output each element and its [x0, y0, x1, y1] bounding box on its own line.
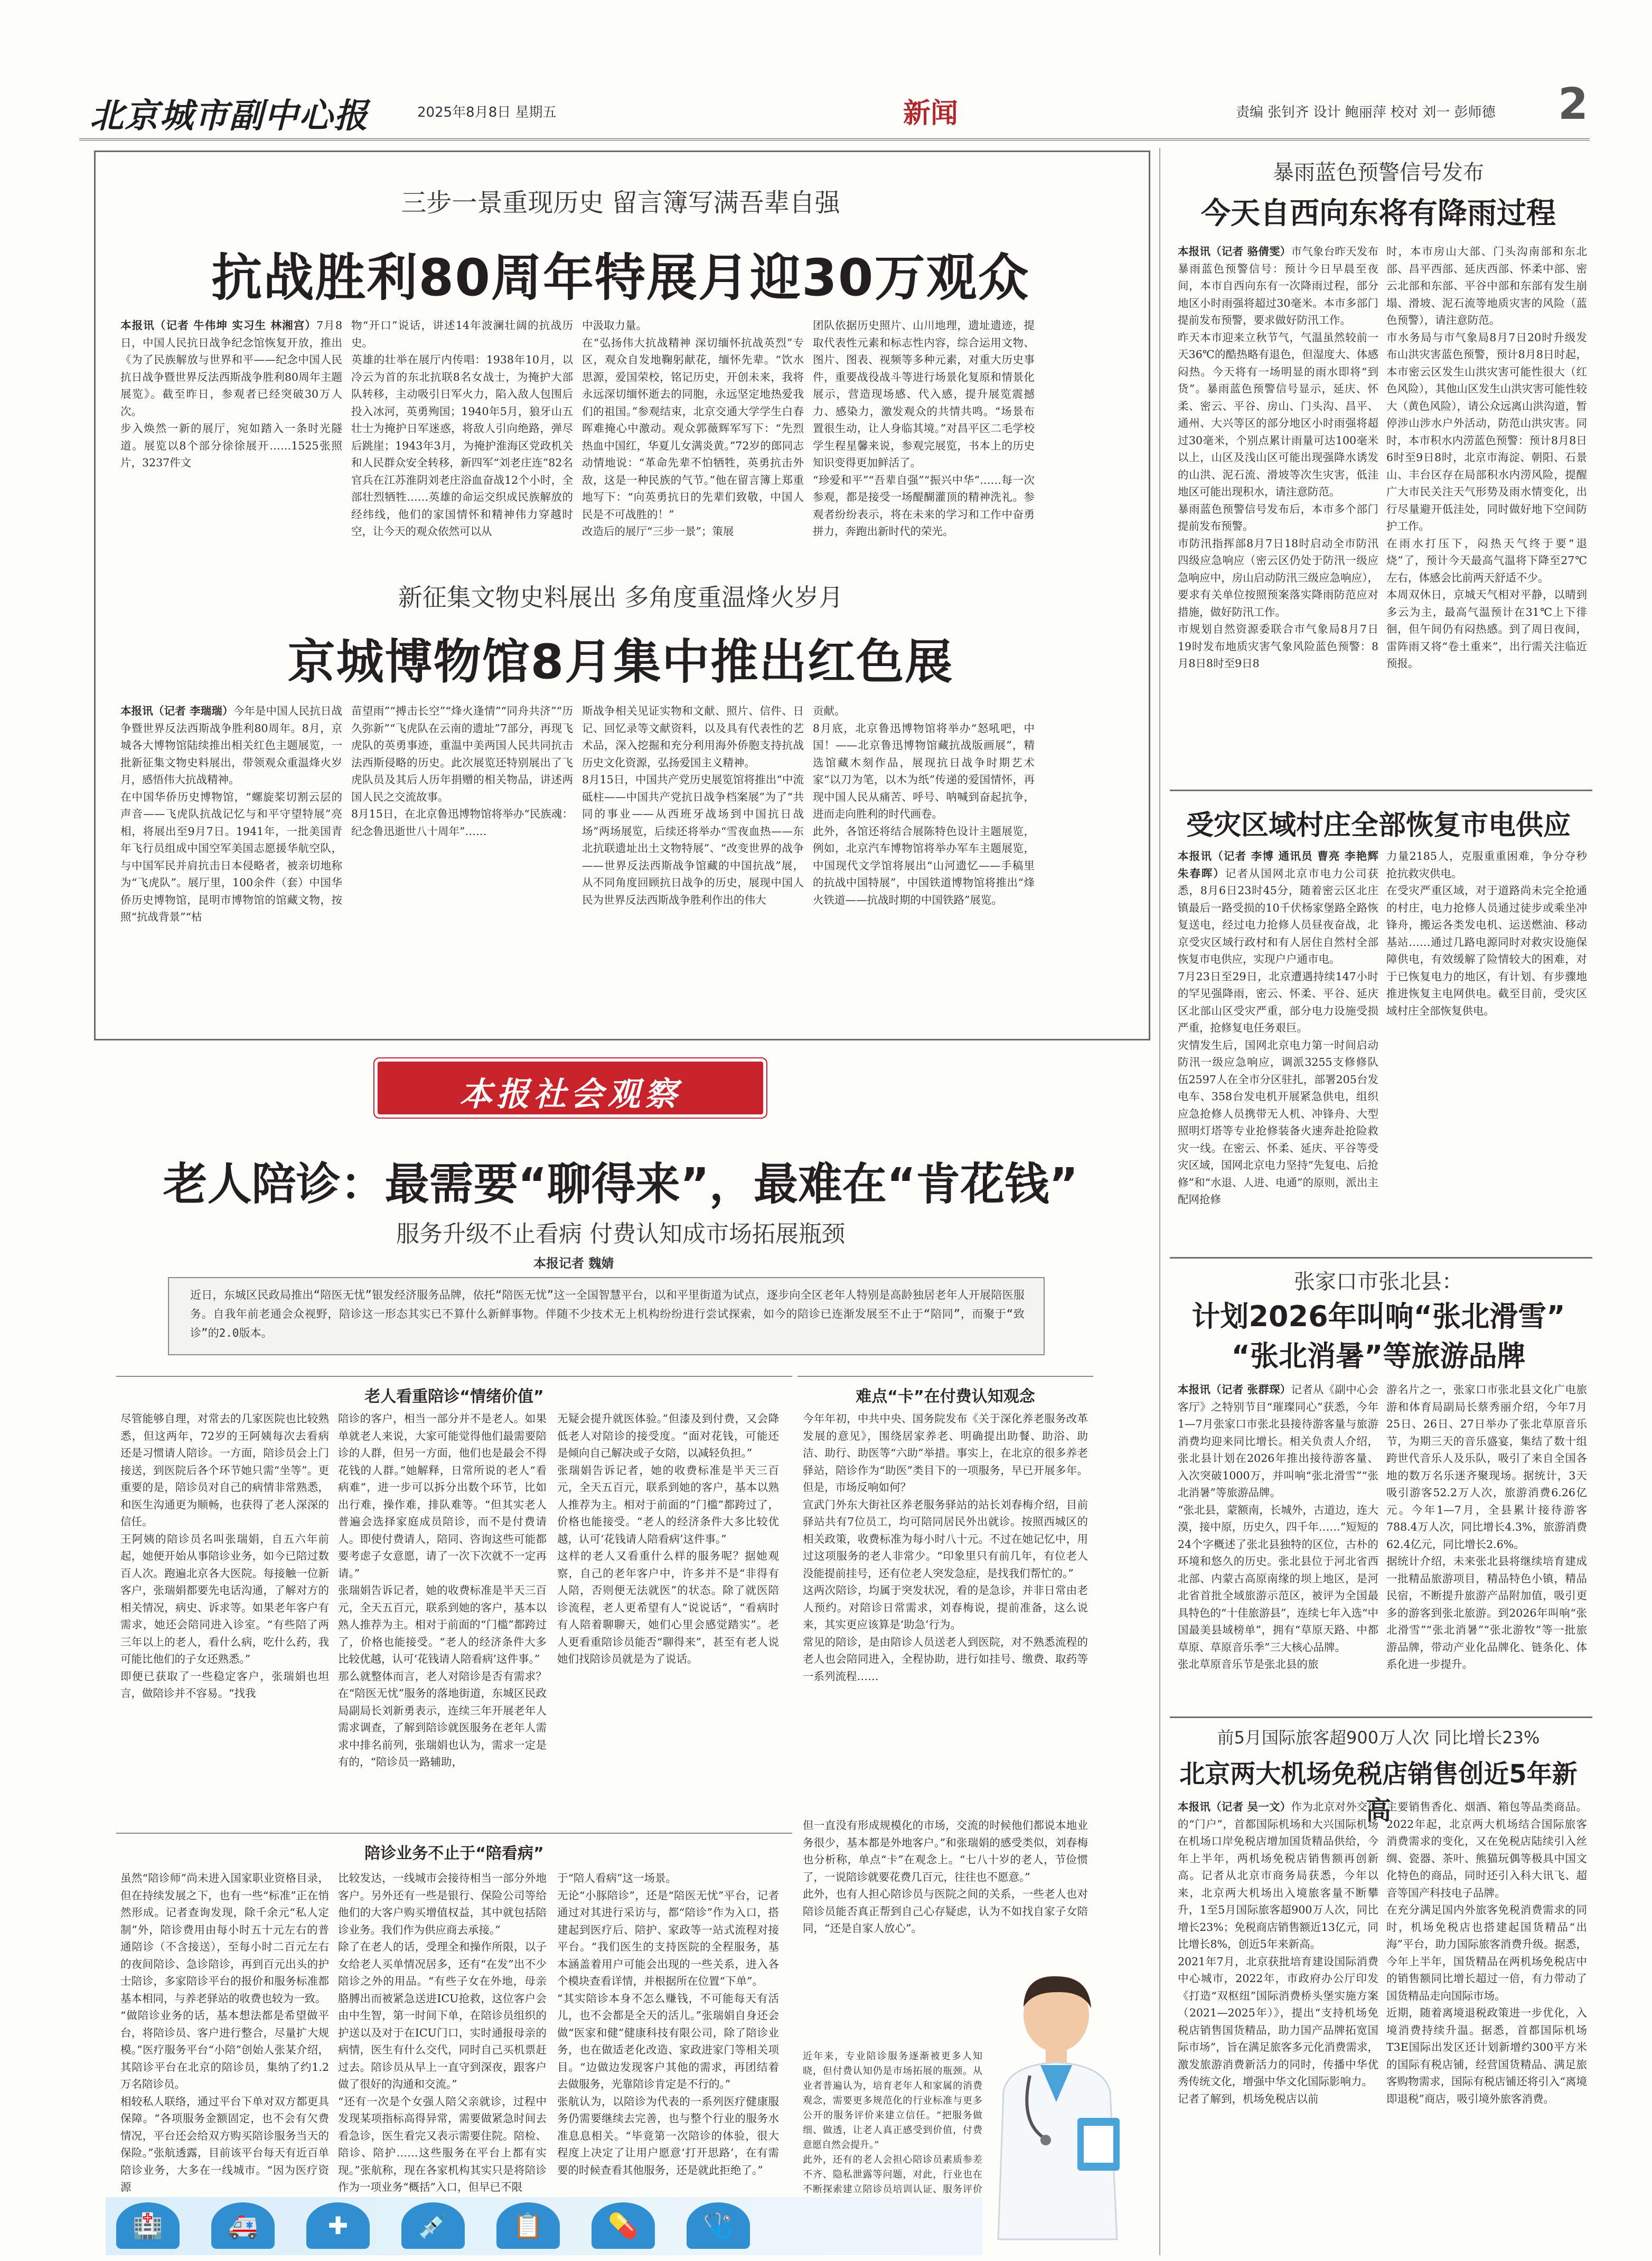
- article1-text-4: 团队依据历史照片、山川地理，遗址遗迹，提取代表性元素和标志性内容，综合运用文物、图片、图表、视频等多种元素，对重大历史事件，重要战役战斗等进行场景化复原和情景化展示，营造现场感、代入感，提升展览震撼力、感染力，激发观众的共情共鸣。“场景布置很生动，让人身临其境。”对昌平区二毛学校学生程星馨来说，参观完展览，书本上的历史知识变得更加鲜活了。 “珍爱和平”“吾辈自强”“振兴中华”……每一次参观，都是接受一场醍醐灌顶的精神洗礼。参观者纷纷表示，将在未来的学习和工作中奋勇拼力，奔跑出新时代的荣光。: [813, 319, 1035, 538]
- article2-text-2: 苗望雨”“搏击长空”“烽火逢情”“同舟共济”“历久弥新”“飞虎队在云南的遗址”7部分，再现飞虎队的英勇事迹，重温中美两国人民共同抗击法西斯侵略的历史。此次展览还特别展出了飞虎队员及其后人历年捐赠的相关物品，讲述两国人民之交流故事。 8月15日，在北京鲁迅博物馆将举办“民族魂：纪念鲁迅逝世八十周年”……: [351, 705, 573, 838]
- article1-byline: 本报讯（记者 牛伟坤 实习生 林湘宫）: [120, 319, 317, 332]
- doctor-figure-icon: [966, 1965, 1141, 2239]
- article2-kicker: 新征集文物史料展出 多角度重温烽火岁月: [398, 583, 843, 612]
- page-number: 2: [1558, 79, 1589, 129]
- article2-col-4: [813, 702, 1035, 1030]
- weather-col-2: [1386, 243, 1587, 776]
- power-title: 受灾区域村庄全部恢复市电供应: [1186, 810, 1571, 841]
- masthead-rule: [79, 138, 1590, 140]
- section2-title-bar: [116, 1833, 792, 1863]
- tourism-title-line2: “张北消暑”等旅游品牌: [1231, 1339, 1526, 1373]
- dutyfree-col-1: [1178, 1798, 1378, 2247]
- section1-title: 老人看重陪诊“情绪价值”: [364, 1387, 544, 1406]
- power-byline: 本报讯（记者 李博 通讯员 曹亮 李艳辉 朱春晖）: [1178, 850, 1378, 880]
- weather-text-1: 市气象台昨天发布暴雨蓝色预警信号：预计今日早晨至夜间，本市自西向东有一次降雨过程，部分地区小时雨强将超过30毫米。本市多部门提前发布预警，要求做好防汛工作。 昨天本市迎来立秋节气，气温虽然较前一天36℃的酷热略有退色，但湿度大、体感闷热。今天将有一场明显的雨水即将“到货”。暴雨蓝色预警信号显示，延庆、怀柔、密云、平谷、房山、门头沟、昌平、通州、大兴等区的部分地区小时雨强将超过30毫米，个别点累计雨量可达100毫米以上，山区及浅山区可能出现强降水诱发的山洪、泥石流、滑坡等次生灾害，低洼地区可能出现积水，请注意防范。 暴雨蓝色预警信号发布后，本市多个部门提前发布预警。 市防汛指挥部8月7日18时启动全市防汛四级应急响应（密云区仍处于防汛一级应急响应中，房山启动防汛三级应急响应），要求有关单位按照预案落实降雨防范应对措施，做好防汛工作。 市规划自然资源委联合市气象局8月7日19时发布地质灾害气象风险蓝色预警：8月8日8时至9日8: [1178, 245, 1379, 670]
- feature-col-8: [803, 2049, 982, 2197]
- feature-col-1: [120, 1410, 329, 1822]
- feature-text-8: 近年来，专业陪诊服务逐渐被更多人知晓，但付费认知仍是市场拓展的瓶颈。从业者普遍认为，培育老年人和家属的消费观念，需要更多规范化的行业标准与更多公开的服务评价来建立信任。“把服务做细、做透，让老人真正感受到价值，付费意愿自然会提升。” 此外，还有的老人会担心陪诊员素质参差不齐、隐私泄露等问题，对此，行业也在不断探索建立陪诊员培训认证、服务评价: [803, 2051, 982, 2195]
- ambulance-icon: 🚑: [211, 2202, 275, 2249]
- feature-col-3: [557, 1410, 779, 1822]
- feature-text-3: 无疑会提升就医体验。”但漆及到付费，又会降低老人对陪诊的接受度。“面对花钱，可能还是倾向自己解决或子女陪，以减轻负担。” 张瑞娟告诉记者，她的收费标准是半天三百元，全天五百元，联系到她的客户，基本以熟人推荐为主。相对于前面的“门槛”都跨过了，价格也能接受。“老人的经济条件大多比较优越，认可‘花钱请人陪看病’这件事。” 这样的老人又看重什么样的服务呢？据她观察，自己的老年客户中，许多并不是“非得有人陪，否则便无法就医”的状态。除了就医陪诊流程，老人更希望有人“说说话”，“看病时有人陪着聊聊天，她们心里会感觉踏实”。老人更看重陪诊员能否“聊得来”，甚至有老人说她们找陪诊员就是为了说话。: [557, 1412, 779, 1665]
- weather-text-2: 时，本市房山大部、门头沟南部和东北部、昌平西部、延庆西部、怀柔中部、密云北部和东部、平谷中部和东部有发生崩塌、滑坡、泥石流等地质灾害的风险（蓝色预警），请注意防范。 市水务局与市气象局8月7日20时升级发布山洪灾害蓝色预警，预计8月8日时起，本市密云区发生山洪灾害可能性很大（红色风险），其他山区发生山洪灾害可能性较大（黄色风险），请公众远离山洪沟道，暂停涉山涉水户外活动，防范山洪灾害。同时，本市积水内涝蓝色预警：预计8月8日6时至9日8时，北京市海淀、朝阳、石景山、丰台区存在局部积水内涝风险，提醒广大市民关注天气形势及雨水情变化，出行尽量避开低洼处，同时做好地下空间防护工作。 在雨水打压下，闷热天气终于要“退烧”了，预计今天最高气温将下降至27℃左右，体感会比前两天舒适不少。 本周双休日，京城天气相对平静，以晴到多云为主，最高气温预计在31℃上下徘徊，但午间仍有闷热感。到了周日夜间，雷阵雨又将“卷土重来”，出行需关注临近预报。: [1386, 245, 1587, 670]
- editor-credits: 责编 张钊齐 设计 鲍丽萍 校对 刘一 彭师德: [1236, 105, 1496, 120]
- tourism-rule: [1170, 1716, 1592, 1718]
- article1-col-3: [582, 317, 804, 581]
- feature-col-5: [120, 1870, 329, 2197]
- article2-byline: 本报讯（记者 李瑞瑞）: [120, 705, 233, 717]
- medical-chart-icon: 📋: [496, 2202, 560, 2249]
- article1-col-2: [351, 317, 573, 581]
- dutyfree-text-1: 作为北京对外交往的“门户”，首都国际机场和大兴国际机场在机场口岸免税店增加国货精品供给，今年上半年，两机场免税店销售额再创新高。记者从北京市商务局获悉，今年以来，北京两大机场出入境旅客量不断攀升，1至5月国际旅客超900万人次，同比增长23%；免税商店销售额近13亿元，同比增长8%，创近5年来新高。 2021年7月，北京获批培育建设国际消费中心城市，2022年，市政府办公厅印发《打造“双枢纽”国际消费桥头堡实施方案（2021—2025年）》，提出“支持机场免税店销售国货精品，助力国产品牌拓宽国际市场”，旨在满足旅客多元化消费需求，激发旅游消费新活力的同时，传播中华优秀传统文化，增强中华文化国际影响力。 记者了解到，机场免税店以前: [1178, 1800, 1379, 2105]
- weather-col-1: [1178, 243, 1378, 776]
- medical-icon-row: [116, 2202, 972, 2250]
- power-col-2: [1386, 848, 1587, 1249]
- right-column-divider: [1159, 148, 1160, 2255]
- paper-name: 北京城市副中心报: [90, 96, 369, 136]
- dutyfree-byline: 本报讯（记者 吴一文）: [1178, 1800, 1291, 1813]
- article1-text-3: 中汲取力量。 在“弘扬伟大抗战精神 深切缅怀抗战英烈”专区，观众自发地鞠躬献花，缅怀先辈。“饮水思源，爱国荣校，铭记历史，开创未来，我将永远深切缅怀逝去的同胞，永远坚定地热爱我们的祖国。”参观结束，北京交通大学学生白春晖难掩心中激动。观众郭薇辉军写下：“先烈热血中国红，华夏儿女满炎黄。”72岁的郎同志动情地说：“革命先辈不怕牺牲，英勇抗击外敌，这是一种民族的气节。”他在留言簿上郑重地写下：“向英勇抗日的先辈们致敬，中国人民是不可战胜的！” 改造后的展厅“三步一景”；策展: [582, 319, 804, 538]
- dutyfree-kicker: 前5月国际旅客超900万人次 同比增长23%: [1217, 1728, 1540, 1748]
- dutyfree-col-2: [1386, 1798, 1587, 2247]
- section2-title: 陪诊业务不止于“陪看病”: [364, 1844, 544, 1863]
- section1-title-bar: [116, 1376, 792, 1406]
- article1-title: 抗战胜利80周年特展月迎30万观众: [211, 248, 1030, 307]
- feature-text-2: 陪诊的客户，相当一部分并不是老人。如果单就老人来说，大家可能觉得他们最需要陪诊的人群，但另一方面，他们也是最会不得花钱的人群。”她解释，日常所说的老人“看病难”，进一步可以拆分出数个环节，比如出行难，操作难，排队难等。“但其实老人普遍会选择家庭成员陪诊，而不是付费请人。即使付费请人，陪同、咨询这些可能都要考虑子女意愿，请了一次下次就不一定再请。” 张瑞娟告诉记者，她的收费标准是半天三百元，全天五百元，联系到她的客户，基本以熟人推荐为主。相对于前面的“门槛”都跨过了，价格也能接受。“老人的经济条件大多比较优越，认可‘花钱请人陪看病’这件事。” 那么就整体而言，老人对陪诊是否有需求？在“陪医无忧”服务的落地街道，东城区民政局副局长刘新勇表示，连续三年开展老年人需求调查，了解到陪诊就医服务在老年人需求中排名前列，张瑞娟也认为，需求一定是有的，“陪诊员一路辅助，: [338, 1412, 547, 1768]
- issue-date: 2025年8月8日 星期五: [417, 105, 557, 120]
- power-rule: [1170, 1257, 1592, 1259]
- feature-title: 老人陪诊：最需要“聊得来”，最难在“肯花钱”: [163, 1158, 1078, 1210]
- section3-title-bar: [797, 1376, 1093, 1406]
- feature-text-4: 今年年初，中共中央、国务院发布《关于深化养老服务改革发展的意见》，围绕居家养老、明确提出助餐、助浴、助洁、助行、助医等“六助”举措。事实上，在北京的很多养老驿站，陪诊作为“助医”类目下的一项服务，早已开展多年。但是，市场反响如何？ 宣武门外东大街社区养老服务驿站的站长刘春梅介绍，目前驿站共有7位员工，均可陪同居民外出就诊。按照西城区的相关政策，收费标准为每小时八十元。不过在她记忆中，用过这项服务的老人非常少。“印象里只有前几年，有位老人没能提前挂号，还有位老人突发急症，是找我们帮忙的。” 这两次陪诊，均属于突发状况，看的是急诊，并非日常由老人预约。对陪诊日常需求，刘春梅说，提前准备，这么说来，其实更应该算是‘助急’行为。 常见的陪诊，是由陪诊人员送老人到医院，对不熟悉流程的老人也会陪同进入，全程协助，进行如挂号、缴费、取药等一系列流程……: [803, 1412, 1088, 1683]
- feature-text-7: 于“陪人看病”这一场景。 无论“小豚陪诊”，还是“陪医无忧”平台，记者通过对其进行采访与，都“陪诊”作为入口，搭建起到医疗后、陪护、家政等一站式流程对接平台。“我们医生的支持医院的全程服务，基本涵盖着用户可能会出现的一些关系，进入各个模块查看详情，并根据所在位置“下单”。 “其实陪诊本身不怎么赚钱，不可能每天有活儿，也不会都是全天的活儿。”张瑞娟自身还会做“医家和健”健康科技有限公司，除了陪诊业务，也在做适老化改造、家政进家门等相关项目。“边做边发现客户其他的需求，再团结着去做服务，光靠陪诊肯定是不行的。” 张航认为，以陪诊为代表的一系列医疗健康服务仍需要继续去完善，也与整个行业的服务水准息息相关。“毕竟第一次陪诊的体验，很大程度上决定了让用户愿意‘打开思路’，在有需要的时候查看其他服务，还是就此拒绝了。”: [557, 1872, 779, 2176]
- feature-col-7: [557, 1870, 779, 2197]
- feature-subtitle: 服务升级不止看病 付费认知成市场拓展瓶颈: [396, 1221, 845, 1247]
- feature-byline: 本报记者 魏婧: [533, 1256, 614, 1271]
- feature-col-4: [803, 1410, 1088, 1812]
- tourism-text-2: 游名片之一，张家口市张北县文化广电旅游和体育局副局长蔡秀丽介绍，今年7月25日、26日、27日举办了张北草原音乐节，为期三天的音乐盛宴，集结了数十组跨世代音乐人及乐队，吸引了来自全国各地的数万名乐迷齐聚现场。据统计，3天吸引游客52.2万人次，旅游消费6.26亿元。今年1—7月，全县累计接待游客788.4万人次，同比增长4.3%，旅游消费62.4亿元，同比增长2.6%。 据统计介绍，未来张北县将继续培育建成一批精品旅游项目，精品特色小镇，精品民宿，不断提升旅游产品附加值，吸引更多的游客到张北旅游。到2026年叫响“张北滑雪”“张北消暑”“张北游牧”等一批旅游品牌，带动产业化品牌化、链条化、体系化进一步提升。: [1386, 1383, 1587, 1671]
- article1-kicker: 三步一景重现历史 留言簿写满吾辈自强: [401, 188, 840, 218]
- tourism-col-2: [1386, 1381, 1587, 1709]
- section-name: 新闻: [903, 98, 959, 129]
- power-text-1: 记者从国网北京市电力公司获悉，8月6日23时45分，随着密云区北庄镇最后一路受损的10千伏杨家堡路全路恢复送电，经过电力抢修人员昼夜奋战，北京受灾区域行政村和有人居住自然村全部恢复市电供应，实现户户通市电。 7月23日至29日，北京遭遇持续147小时的罕见强降雨，密云、怀柔、平谷、延庆区北部山区受灾严重，部分电力设施受损严重，抢修复电任务艰巨。 灾情发生后，国网北京电力第一时间启动防汛一级应急响应，调派3255支修修队伍2597人在全市分区驻扎，部署205台发电车、358台发电机开展紧急供电，组织应急抢修人员携带无人机、冲锋舟、大型照明灯塔等专业抢修装备火速奔赴抢险救灾一线。在密云、怀柔、延庆、平谷等受灾区域，国网北京电力坚持“先复电、后抢修”和“水退、人进、电通”的原则，派出主配网抢修: [1178, 867, 1378, 1206]
- feature-lead-box: [168, 1277, 1045, 1355]
- feature-banner: [378, 1062, 763, 1114]
- tourism-col-1: [1178, 1381, 1378, 1709]
- dutyfree-title: 北京两大机场免税店销售创近5年新高: [1179, 1759, 1578, 1825]
- article2-col-1: [120, 702, 342, 1030]
- tourism-title-line1: 计划2026年叫响“张北滑雪”: [1191, 1300, 1565, 1333]
- first-aid-icon: ✚: [306, 2202, 370, 2249]
- article1-col-1: [120, 317, 342, 581]
- tourism-byline: 本报讯（记者 张群琛）: [1178, 1383, 1291, 1396]
- article1-text-1: 7月8日，中国人民抗日战争纪念馆恢复开放，推出《为了民族解放与世界和平——纪念中国人民抗日战争暨世界反法西斯战争胜利80周年主题展览》。截至昨日，参观者已经突破30万人次。 步入焕然一新的展厅，宛如踏入一条时光隧道。展览以8个部分徐徐展开……1525张照片，3237件文: [120, 319, 342, 469]
- feature-text-1: 尽管能够自理，对常去的几家医院也比较熟悉，但这两年，72岁的王阿姨每次去看病还是习惯请人陪诊。一方面，陪诊员会上门接送，到医院后各个环节她只需“坐等”。更重要的是，陪诊员对自己的病情非常熟悉，和医生沟通更为顺畅，也获得了老人深深的信任。 王阿姨的陪诊员名叫张瑞娟，自五六年前起，她便开始从事陪诊业务，如今已陪过数百人次。跑遍北京各大医院。每接触一位新客户，张瑞娟都要先电话沟通，了解对方的相关情况，病史、诉求等。如果老年客户有需求，她还会陪同进入诊室。“有些陪了两三年以上的老人，看什么病，吃什么药，我可能比他们的子女还熟悉。” 即便已获取了一些稳定客户，张瑞娟也坦言，做陪诊并不容易。“找我: [120, 1412, 329, 1700]
- article2-text-1: 今年是中国人民抗日战争暨世界反法西斯战争胜利80周年。8月，京城各大博物馆陆续推出相关红色主题展览，一批新征集文物史料展出，带领观众重温烽火岁月，感悟伟大抗战精神。 在中国华侨历史博物馆，“螺旋桨切割云层的声音——飞虎队抗战记忆与和平守望特展”亮相，将展出至9月7日。1941年，一批美国青年飞行员组成中国空军美国志愿援华航空队，与中国军民并肩抗击日本侵略者，被亲切地称为“飞虎队”。展厅里，100余件（套）中国华侨历史博物馆，昆明市博物馆的馆藏文物，按照“抗战背景”“枯: [120, 705, 343, 923]
- article2-title: 京城博物馆8月集中推出红色展: [287, 634, 954, 690]
- feature-col-2: [338, 1410, 547, 1822]
- power-text-2: 力量2185人，克服重重困难，争分夺秒抢抗救灾供电。 在受灾严重区域，对于道路尚未完全抢通的村庄，电力抢修人员通过徒步或乘坐冲锋舟，搬运各类发电机、运送燃油、移动基站……通过几路电源同时对救灾设施保障供电，有效缓解了险情较大的困难，对于已恢复电力的地区，有计划、有步骤地推进恢复主电网供电。截至目前，受灾区域村庄全部恢复供电。: [1386, 850, 1587, 1017]
- feature-text-6: 比较发达，一线城市会接待相当一部分外地客户。另外还有一些是银行、保险公司等给他们的大客户购买增值权益，其中就包括陪诊业务。我们作为供应商去承接。” 除了在老人的话，受理全和操作所限，以子女给老人买单情况居多，还有“在发”出不少陪诊之外的用品。“有些子女在外地，母亲胳膊出而被紧急送进ICU抢救，这位客户会由中生智，第一时间下单，在陪诊员组织的护送以及对于在ICU门口，实时通报母亲的病情，医生有什么交代，同时自己买机票赶过去。陪诊员从早上一直守到深夜，跟客户做了很好的沟通和交流。” “还有一次是个女强人陪父亲就诊，过程中发现某项指标高得异常，需要做紧急时间去看急诊，医生看完又表示需要住院。陪检、陪诊、陪护……这些服务在平台上都有实现。”张航称，现在各家机构其实只是将陪诊作为一项业务“概括”入口，但早已不限: [338, 1872, 547, 2193]
- feature-banner-text: 本报社会观察: [459, 1075, 681, 1113]
- feature-lead: 近日，东城区民政局推出“陪医无忧”银发经济服务品牌，依托“陪医无忧”这一全国智慧平台，以和平里街道为试点，逐步向全区老年人特别是高龄独居老年人开展陪医服务。自我年前老通会众视野，陪诊这一形态其实已不算什么新鲜事物。伴随不少技术无上机构纷纷进行尝试探索，如今的陪诊已连渐发展至不止于“陪同”，而聚于“致诊”的2.0版本。: [190, 1289, 1025, 1339]
- dutyfree-text-2: 主要销售香化、烟酒、箱包等品类商品。2022年起，北京两大机场结合国际旅客消费需求的变化，又在免税店陆续引入丝绸、瓷器、茶叶、熊猫玩偶等极具中国文化特色的商品，同时还引入科大讯飞、超音等国产科技电子品牌。 在充分满足国内外旅客免税消费需求的同时，机场免税店也搭建起国货精品“出海”平台，助力国际旅客消费升级。据悉，今年上半年，国货精品在两机场免税店中的销售额同比增长超过一倍，有力带动了国货精品走向国际市场。 近期，随着离境退税政策进一步优化，入境消费持续升温。据悉，首都国际机场T3E国际出发区还计划新增约300平方米的国际有税店铺，经营国货精品、满足旅客购物需求，国际有税店铺还将引入“离境即退税”商店，吸引境外旅客消费。: [1386, 1800, 1587, 2105]
- hospital-icon: 🏥: [116, 2202, 180, 2249]
- stethoscope-icon: 🩺: [687, 2202, 750, 2249]
- pill-bottle-icon: 💊: [592, 2202, 655, 2249]
- weather-title: 今天自西向东将有降雨过程: [1201, 196, 1556, 231]
- syringe-icon: 💉: [401, 2202, 465, 2249]
- weather-byline: 本报讯（记者 骆倩雯）: [1178, 245, 1291, 258]
- power-col-1: [1178, 848, 1378, 1249]
- article2-col-3: [582, 702, 804, 1030]
- feature-text-5: 虽然“陪诊师”尚未进入国家职业资格目录，但在持续发展之下，也有一些“标准”正在悄然形成。记者查询发现，除千余元“私人定制”外，陪诊费用由每小时五十元左右的普通陪诊（不含接送），至每小时二百元左右的夜间陪诊、急诊陪诊，再到百元出头的护士陪诊，多家陪诊平台的报价和服务标准都基本相同，与养老驿站的收费也较为一致。 “做陪诊业务的话，基本想法都是希望做平台，将陪诊员、客户进行整合，尽量扩大规模。”医疗服务平台“小陪”创始人张某介绍，其陪诊平台在北京的陪诊员，集纳了约1.2万名陪诊员。 相较私人联络，通过平台下单对双方都更具保障。“各项服务金额固定，也不会有欠费情况，平台还会给双方购买陪诊服务当天的保险。”张航透露，目前该平台每天有近百单陪诊业务，大多在一线城市。“因为医疗资源: [120, 1872, 329, 2193]
- feature-text-9: 但一直没有形成规模化的市场，交流的时候他们都说本地业务很少，基本都是外地客户。”和张瑞娟的感受类似，刘春梅也分析称，单点“卡”在观念上。“七八十岁的老人，节俭惯了，一说陪诊就要花费几百元，往往也不愿意。” 此外，也有人担心陪诊员与医院之间的关系，一些老人也对陪诊员能否真正帮到自己心存疑虑，认为不如找自家子女陪同，“还是自家人放心”。: [803, 1819, 1088, 1935]
- weather-rule: [1170, 790, 1592, 791]
- masthead: [69, 79, 1600, 137]
- article2-text-4: 贡献。 8月底，北京鲁迅博物馆将举办“怒吼吧，中国！——北京鲁迅博物馆藏抗战版画展”，精选馆藏木刻作品，展现抗日战争时期艺术家“以刀为笔，以木为纸”传递的爱国情怀，再现中国人民从痛苦、呼号、呐喊到奋起抗争，进而走向胜利的时代画卷。 此外，各馆还将结合展陈特色设计主题展览，例如，北京汽车博物馆将举办军车主题展览，中国现代文学馆将展出“山河遗忆——手稿里的抗战中国特展”，中国铁道博物馆将推出“烽火铁道——抗战时期的中国铁路”展览。: [813, 705, 1035, 906]
- article2-text-3: 斯战争相关见证实物和文献、照片、信件、日记、回忆录等文献资料，以及具有代表性的艺术品，深入挖掘和充分利用海外侨胞支持抗战历史文化资源，弘扬爱国主义精神。 8月15日，中国共产党历史展览馆将推出“中流砥柱——中国共产党抗日战争档案展”为了“共同的事业——从西班牙战场到中国抗日战场”两场展览，后续还将举办“雪夜血热——东北抗联遗址出土文物特展”、“改变世界的战争——世界反法西斯战争馆藏的中国抗战”展，从不同角度回顾抗日战争的历史，展现中国人民为世界反法西斯战争胜利作出的伟大: [582, 705, 804, 906]
- article1-col-4: [813, 317, 1035, 581]
- weather-kicker: 暴雨蓝色预警信号发布: [1273, 161, 1484, 185]
- section3-title: 难点“卡”在付费认知观念: [856, 1387, 1035, 1406]
- tourism-kicker: 张家口市张北县：: [1294, 1270, 1463, 1294]
- medical-icons-band: [106, 2197, 982, 2255]
- feature-col-6: [338, 1870, 547, 2197]
- article1-text-2: 物“开口”说话，讲述14年波澜壮阔的抗战历史。 英雄的壮举在展厅内传唱：1938年10月，以冷云为首的东北抗联8名女战士，为掩护大部队转移，主动吸引日军火力，陷入敌人包围后投入冰河，英勇殉国；1940年5月，狼牙山五壮士为掩护日军迷惑，将敌人引向绝路，弹尽后跳崖；1943年3月，为掩护淮海区党政机关和人民群众安全转移，新四军“刘老庄连”82名官兵在江苏淮阴刘老庄浴血奋战12个小时，全部壮烈牺牲……英雄的命运交织成民族解放的经纬线，他们的家国情怀和精神伟力穿越时空，让今天的观众依然可以从: [351, 319, 573, 538]
- article2-col-2: [351, 702, 573, 1030]
- doctor-illustration: [966, 1965, 1141, 2239]
- tourism-text-1: 记者从《副中心会客厅》之特别节目“璀璨同心”获悉，今年1—7月张家口市张北县接待游客量与旅游消费均迎来同比增长。相关负责人介绍，张北县计划在2026年推出接待游客量、入次突破1000万，并叫响“张北滑雪”“张北消暑”等旅游品牌。 “张北县，蒙额南，长城外，古道边，连大漠，接中原，历史久，四千年……”短短的24个字概述了张北县独特的区位，古朴的环境和悠久的历史。张北县位于河北省西北部、内蒙古高原南缘的坝上地区，是河北省首批全域旅游示范区，被评为全国最具特色的“十佳旅游县”，连续七年入选“中国最美县域榜单”，拥有“草原天路、中都草原、草原音乐季”三大核心品牌。 张北草原音乐节是张北县的旅: [1178, 1383, 1379, 1671]
